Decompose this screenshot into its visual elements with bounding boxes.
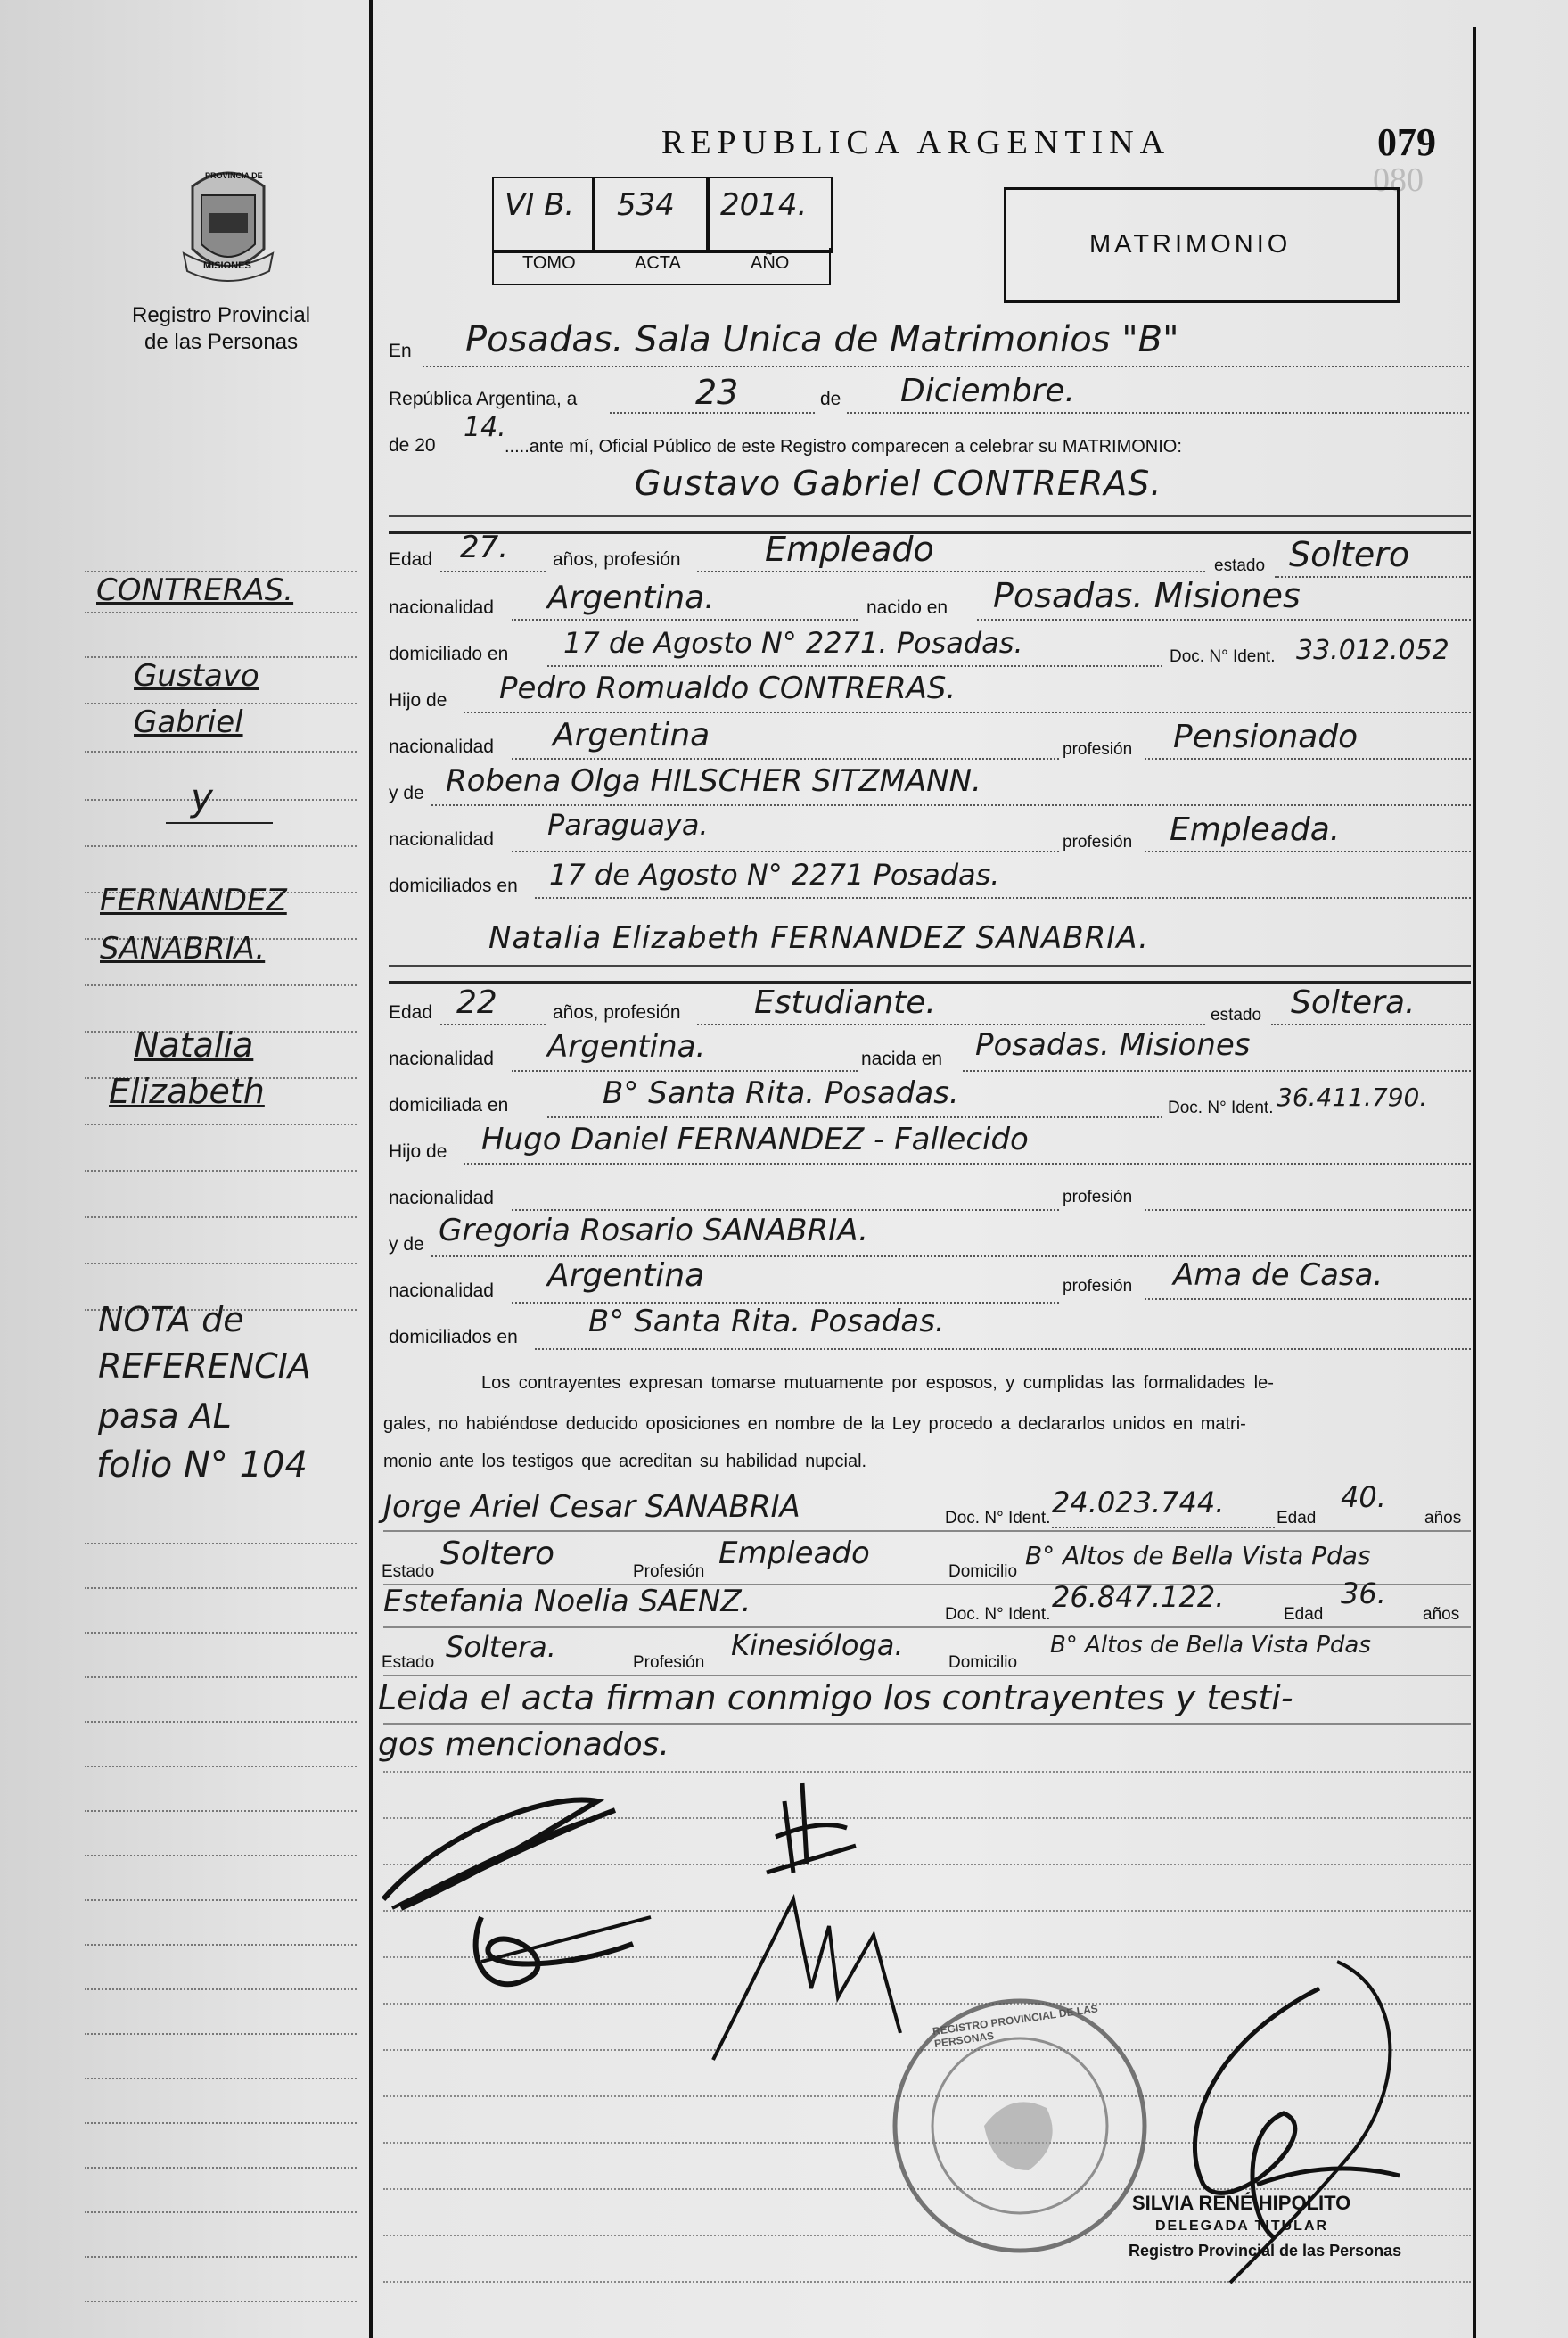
- bride-mother: Gregoria Rosario SANABRIA.: [439, 1213, 868, 1248]
- groom-nacionalidad: Argentina.: [547, 580, 715, 616]
- bride-nacido-label: nacida en: [861, 1049, 943, 1069]
- witness1-edad-label: Edad: [1277, 1509, 1317, 1527]
- groom-domicilio: 17 de Agosto N° 2271. Posadas.: [563, 626, 1023, 660]
- groom-nacido-label: nacido en: [866, 597, 948, 618]
- registry-name-line1: Registro Provincial: [132, 303, 311, 327]
- witness2-edad: 36.: [1341, 1577, 1386, 1610]
- groom-parents-dom: 17 de Agosto N° 2271 Posadas.: [549, 858, 1000, 892]
- witness1-domicilio: B° Altos de Bella Vista Pdas: [1025, 1541, 1371, 1570]
- witness2-estado-label: Estado: [382, 1653, 435, 1672]
- left-margin-border: [369, 0, 373, 2338]
- groom-father: Pedro Romualdo CONTRERAS.: [499, 671, 956, 706]
- witness2-profesion: Kinesióloga.: [731, 1628, 904, 1662]
- groom-mother-nac-label: nacionalidad: [389, 829, 494, 850]
- bride-estado: Soltera.: [1291, 984, 1416, 1021]
- witness2-estado: Soltera.: [446, 1630, 556, 1664]
- margin-surname-bride-1: FERNANDEZ: [100, 883, 287, 918]
- bride-nacionalidad: Argentina.: [547, 1029, 706, 1065]
- official-name: SILVIA RENÉ HIPOLITO: [1132, 2192, 1351, 2214]
- bride-estado-label: estado: [1211, 1006, 1262, 1025]
- declaration-line3: monio ante los testigos que acreditan su habilidad nupcial.: [383, 1452, 867, 1471]
- witness1-profesion: Empleado: [718, 1535, 870, 1571]
- witness1-anos-label: años: [1424, 1509, 1462, 1527]
- witness2-doc: 26.847.122.: [1052, 1580, 1225, 1614]
- bride-domicilio: B° Santa Rita. Posadas.: [603, 1075, 959, 1111]
- declaration-line1: Los contrayentes expresan tomarse mutuamente por esposos, y cumplidas las formalidades le-: [481, 1373, 1274, 1393]
- bride-edad: 22: [456, 984, 497, 1021]
- groom-profesion: Empleado: [765, 530, 934, 569]
- bride-doc: 36.411.790.: [1277, 1083, 1428, 1112]
- bride-mother-prof-label: profesión: [1063, 1277, 1133, 1296]
- reference-note-line3: pasa AL: [98, 1396, 232, 1436]
- witness1-domicilio-label: Domicilio: [948, 1562, 1018, 1581]
- groom-edad: 27.: [460, 530, 509, 565]
- margin-given-groom-2: Gabriel: [134, 704, 243, 740]
- closing-line2: gos mencionados.: [378, 1726, 669, 1763]
- witness2-domicilio: B° Altos de Bella Vista Pdas: [1050, 1632, 1371, 1659]
- bride-nacido: Posadas. Misiones: [975, 1027, 1251, 1063]
- place-value: Posadas. Sala Unica de Matrimonios "B": [465, 319, 1179, 360]
- anio-value: 2014.: [720, 187, 808, 223]
- witness1-doc-label: Doc. N° Ident.: [945, 1509, 1051, 1527]
- groom-mother-prof-label: profesión: [1063, 833, 1133, 852]
- bride-yde-label: y de: [389, 1234, 424, 1255]
- country-title: REPUBLICA ARGENTINA: [661, 124, 1171, 161]
- groom-father-nac-label: nacionalidad: [389, 737, 494, 757]
- day-value: 23: [695, 373, 739, 412]
- bride-father: Hugo Daniel FERNANDEZ - Fallecido: [481, 1122, 1029, 1157]
- witness2-doc-label: Doc. N° Ident.: [945, 1605, 1051, 1624]
- bride-parents-dom: B° Santa Rita. Posadas.: [588, 1304, 945, 1339]
- de20-label: de 20: [389, 435, 436, 456]
- witness1-doc: 24.023.744.: [1052, 1486, 1225, 1519]
- groom-mother: Robena Olga HILSCHER SITZMANN.: [446, 763, 981, 799]
- witness1-name: Jorge Ariel Cesar SANABRIA: [383, 1489, 800, 1525]
- acta-label: ACTA: [635, 253, 681, 273]
- witness2-anos-label: años: [1423, 1605, 1460, 1624]
- witness1-edad: 40.: [1341, 1480, 1386, 1514]
- bride-father-prof-label: profesión: [1063, 1188, 1133, 1206]
- groom-hijo-label: Hijo de: [389, 690, 447, 711]
- bride-father-nac-label: nacionalidad: [389, 1188, 494, 1208]
- groom-edad-label: Edad: [389, 549, 433, 570]
- closing-line1: Leida el acta firman conmigo los contrayentes y testi-: [378, 1678, 1293, 1717]
- groom-doc: 33.012.052: [1296, 635, 1449, 666]
- tomo-value: VI B.: [505, 187, 575, 223]
- groom-domiciliado-label: domiciliado en: [389, 644, 509, 664]
- bride-hijo-label: Hijo de: [389, 1141, 447, 1162]
- witness2-profesion-label: Profesión: [633, 1653, 705, 1672]
- groom-father-prof: Pensionado: [1173, 719, 1359, 755]
- witness1-estado: Soltero: [440, 1535, 554, 1572]
- registry-name-line2: de las Personas: [144, 330, 299, 354]
- en-label: En: [389, 341, 412, 361]
- stamp-text: REGISTRO PROVINCIAL DE LAS PERSONAS: [932, 2002, 1099, 2051]
- groom-father-nac: Argentina: [553, 717, 710, 753]
- registry-stamp: [886, 1992, 1153, 2260]
- right-border: [1473, 27, 1476, 2338]
- folio-number-faint: 080: [1373, 161, 1424, 199]
- tomo-label: TOMO: [522, 253, 576, 273]
- groom-parents-dom-label: domiciliados en: [389, 876, 518, 896]
- witness1-estado-label: Estado: [382, 1562, 435, 1581]
- groom-father-prof-label: profesión: [1063, 740, 1133, 759]
- republica-label: República Argentina, a: [389, 389, 578, 409]
- bride-profesion: Estudiante.: [754, 984, 936, 1021]
- groom-anos-profesion-label: años, profesión: [553, 549, 681, 570]
- margin-surname-groom: CONTRERAS.: [96, 572, 294, 608]
- bride-edad-label: Edad: [389, 1002, 433, 1023]
- reference-note-line4: folio N° 104: [96, 1445, 308, 1486]
- bride-mother-nac: Argentina: [547, 1257, 705, 1294]
- month-value: Diciembre.: [900, 373, 1075, 409]
- bride-parents-dom-label: domiciliados en: [389, 1327, 518, 1347]
- folio-number: 079: [1377, 120, 1436, 164]
- province-seal: [175, 164, 282, 289]
- signature-witness1: [455, 1890, 669, 2015]
- groom-mother-prof: Empleada.: [1170, 811, 1341, 848]
- witness1-profesion-label: Profesión: [633, 1562, 705, 1581]
- groom-yde-label: y de: [389, 783, 424, 803]
- groom-nacionalidad-label: nacionalidad: [389, 597, 494, 618]
- witness2-edad-label: Edad: [1284, 1605, 1324, 1624]
- bride-mother-prof: Ama de Casa.: [1173, 1257, 1383, 1293]
- margin-given-bride-1: Natalia: [134, 1025, 254, 1065]
- official-title: DELEGADA TITULAR: [1155, 2219, 1329, 2234]
- reference-note-line1: NOTA de: [98, 1300, 244, 1339]
- groom-full-name: Gustavo Gabriel CONTRERAS.: [635, 464, 1162, 503]
- acta-value: 534: [617, 187, 675, 223]
- seal-text-bottom: MISIONES: [203, 260, 251, 271]
- reference-note-line2: REFERENCIA: [98, 1346, 311, 1386]
- groom-estado-label: estado: [1214, 556, 1266, 575]
- declaration-line2: gales, no habiéndose deducido oposiciones en nombre de la Ley procedo a declararlos unidos en matri-: [383, 1414, 1246, 1434]
- bride-nacionalidad-label: nacionalidad: [389, 1049, 494, 1069]
- de-label: de: [820, 389, 841, 409]
- groom-mother-nac: Paraguaya.: [547, 808, 709, 842]
- margin-surname-bride-2: SANABRIA.: [100, 931, 266, 967]
- margin-given-bride-2: Elizabeth: [109, 1072, 265, 1111]
- document-type-label: MATRIMONIO: [1089, 230, 1292, 259]
- bride-full-name: Natalia Elizabeth FERNANDEZ SANABRIA.: [488, 920, 1149, 956]
- groom-nacido: Posadas. Misiones: [993, 576, 1301, 615]
- witness2-name: Estefania Noelia SAENZ.: [383, 1584, 751, 1619]
- groom-estado: Soltero: [1289, 535, 1410, 574]
- bride-doc-label: Doc. N° Ident.: [1168, 1099, 1274, 1117]
- bride-anos-profesion-label: años, profesión: [553, 1002, 681, 1023]
- year-value: 14.: [464, 412, 506, 443]
- anio-label: AÑO: [751, 253, 790, 273]
- ante-mi-text: .....ante mí, Oficial Público de este Registro comparecen a celebrar su MATRIMONIO:: [505, 437, 1182, 457]
- bride-domiciliada-label: domiciliada en: [389, 1095, 509, 1115]
- margin-conjunction: y: [191, 776, 213, 819]
- seal-text-top: PROVINCIA DE: [205, 171, 263, 180]
- witness2-domicilio-label: Domicilio: [948, 1653, 1018, 1672]
- official-office: Registro Provincial de las Personas: [1129, 2242, 1402, 2260]
- groom-doc-label: Doc. N° Ident.: [1170, 647, 1276, 666]
- bride-mother-nac-label: nacionalidad: [389, 1280, 494, 1301]
- margin-given-groom-1: Gustavo: [134, 658, 259, 694]
